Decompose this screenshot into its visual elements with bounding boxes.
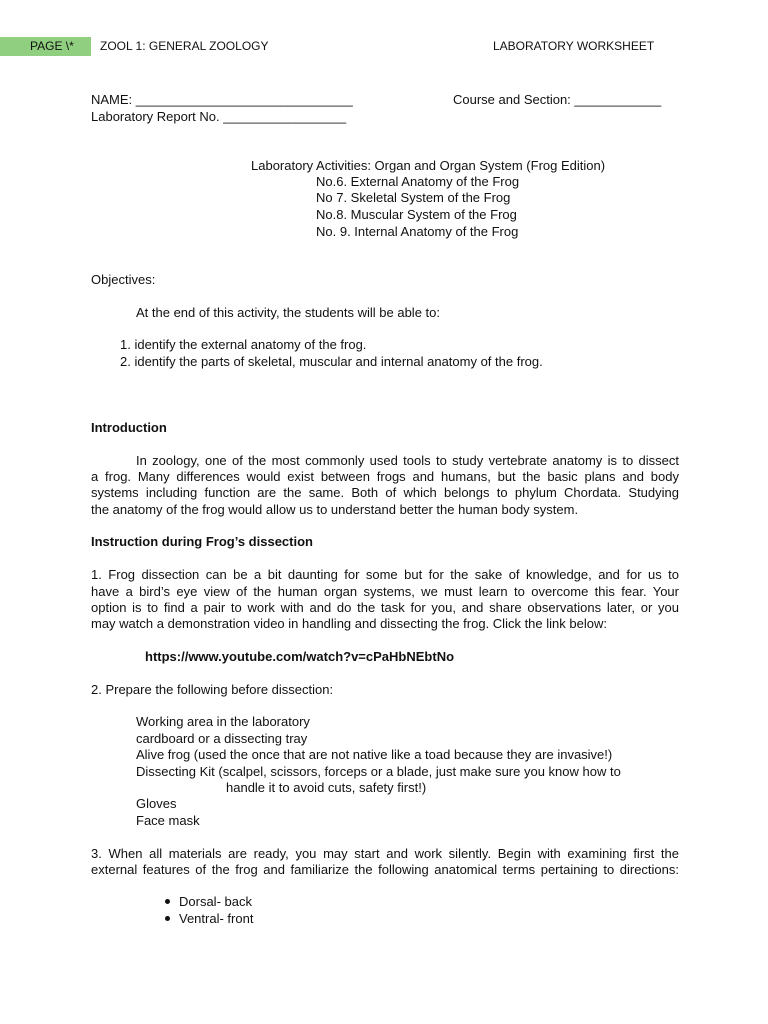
bullet-icon (165, 916, 170, 921)
material-item-continued: handle it to avoid cuts, safety first!) (226, 780, 427, 795)
term-text: Ventral- front (179, 911, 254, 926)
report-blank: _________________ (223, 109, 347, 124)
step1-line: may watch a demonstration video in handling and dissecting the frog. Click the link below: (91, 616, 607, 631)
objective-item: 2. identify the parts of skeletal, muscular and internal anatomy of the frog. (120, 354, 543, 369)
objective-item: 1. identify the external anatomy of the frog. (120, 337, 367, 352)
term-text: Dorsal- back (179, 894, 252, 909)
course-section-field (453, 92, 661, 108)
course-section-label: Course and Section: (453, 92, 571, 107)
course-section-blank: ____________ (574, 92, 662, 107)
instruction-heading: Instruction during Frog’s dissection (91, 534, 313, 549)
report-label: Laboratory Report No. (91, 109, 220, 124)
intro-line: In zoology, one of the most commonly used tools to study vertebrate anatomy is to dissect (136, 453, 679, 468)
activity-item: No.8. Muscular System of the Frog (316, 207, 517, 222)
bullet-icon (165, 899, 170, 904)
term-item (165, 911, 253, 927)
video-link[interactable]: https://www.youtube.com/watch?v=cPaHbNEbtNo (145, 649, 455, 664)
activity-item: No.6. External Anatomy of the Frog (316, 174, 520, 189)
material-item: Dissecting Kit (scalpel, scissors, forceps or a blade, just make sure you know how to (136, 764, 621, 779)
material-item: Alive frog (used the once that are not native like a toad because they are invasive!) (136, 747, 613, 762)
material-item: Working area in the laboratory (136, 714, 310, 729)
step3-line: external features of the frog and familiarize the following anatomical terms pertaining to directions: (91, 862, 679, 877)
step2-text: 2. Prepare the following before dissection: (91, 682, 334, 697)
objectives-intro: At the end of this activity, the students will be able to: (136, 305, 440, 320)
term-item (165, 894, 252, 910)
name-field (91, 92, 353, 108)
name-label: NAME: (91, 92, 133, 107)
introduction-heading: Introduction (91, 420, 167, 435)
step1-line: 1. Frog dissection can be a bit daunting for some but for the sake of knowledge, and for us to (91, 567, 679, 582)
intro-line: a frog. Many differences would exist between frogs and humans, but the basic plans and body (91, 469, 679, 484)
step1-line: have a bird’s eye view of the human organ systems, we must learn to overcome this fear. Your (91, 584, 679, 599)
material-item: Gloves (136, 796, 177, 811)
intro-line: systems including function are the same. Both of which belongs to phylum Chordata. Studying (91, 485, 679, 500)
activity-item: No 7. Skeletal System of the Frog (316, 190, 511, 205)
material-item: Face mask (136, 813, 200, 828)
activity-item: No. 9. Internal Anatomy of the Frog (316, 224, 519, 239)
intro-line: the anatomy of the frog would allow us to understand better the human body system. (91, 502, 579, 517)
course-header: ZOOL 1: GENERAL ZOOLOGY (100, 39, 269, 53)
objectives-heading: Objectives: (91, 272, 156, 287)
report-field (91, 109, 346, 125)
page-tab: PAGE \* (0, 37, 91, 56)
step1-line: option is to find a pair to work with and do the task for you, and share observations later, or you (91, 600, 679, 615)
activities-title: Laboratory Activities: Organ and Organ System (Frog Edition) (251, 158, 606, 173)
step3-line: 3. When all materials are ready, you may start and work silently. Begin with examining first the (91, 846, 679, 861)
name-blank: ______________________________ (135, 92, 353, 107)
doc-type-header: LABORATORY WORKSHEET (493, 39, 655, 53)
material-item: cardboard or a dissecting tray (136, 731, 308, 746)
